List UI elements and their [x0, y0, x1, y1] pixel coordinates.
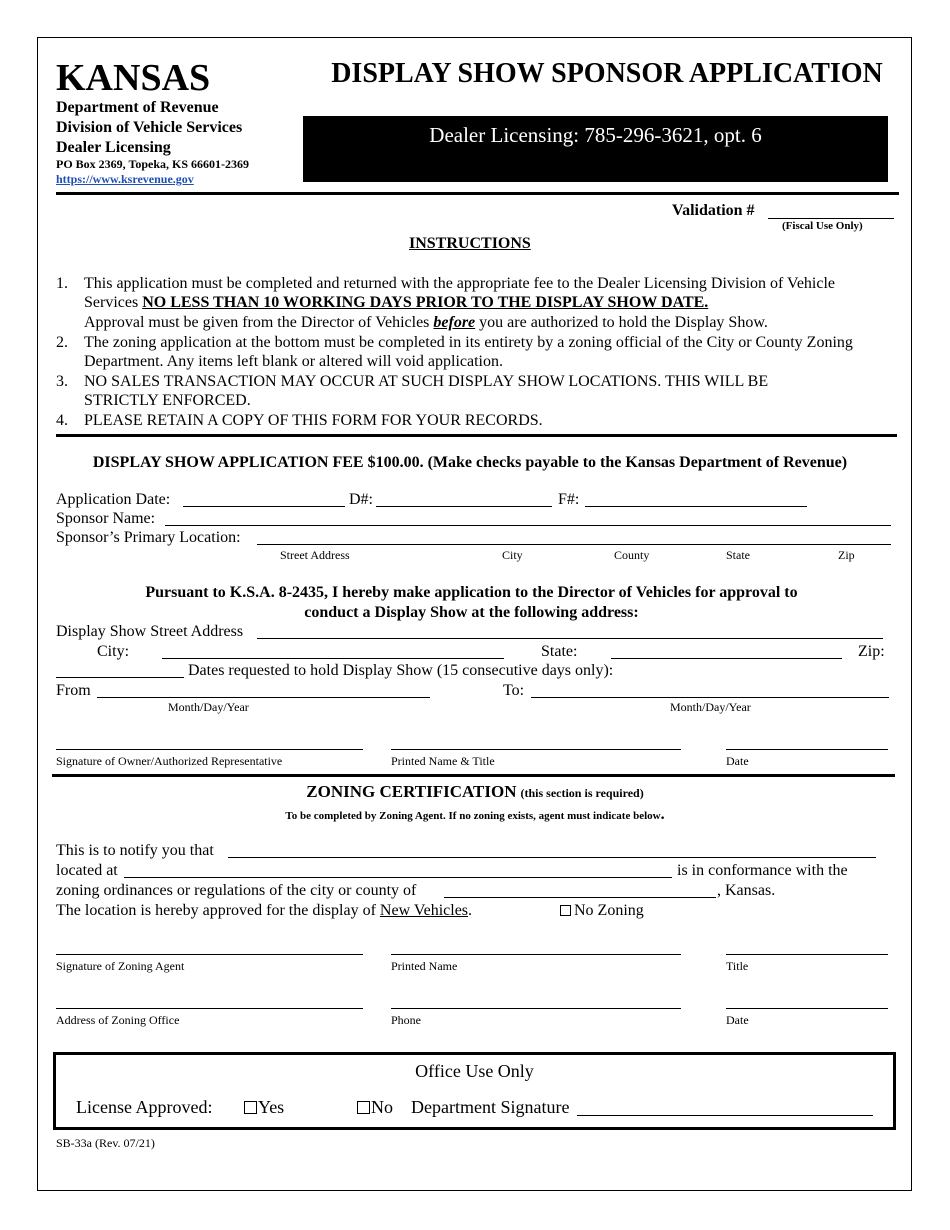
department-signature-field[interactable] — [577, 1115, 873, 1116]
zoning-heading — [50, 782, 900, 802]
show-city-label: City: — [97, 643, 130, 660]
located-field[interactable] — [124, 877, 672, 878]
new-vehicles-text: New Vehicles — [379, 902, 469, 919]
no-checkbox[interactable] — [357, 1101, 370, 1114]
f-number-label: F#: — [558, 491, 580, 508]
instruction-text: The zoning application at the bottom must be completed in its entirety by a zoning official of the City or County Zoning — [84, 334, 853, 351]
zoning-subtitle-end: . — [660, 806, 665, 823]
owner-date-caption: Date — [726, 754, 749, 768]
show-state-label: State: — [541, 643, 578, 660]
street-address-caption: Street Address — [280, 548, 350, 562]
instruction-text: STRICTLY ENFORCED. — [84, 392, 251, 409]
yes-checkbox[interactable] — [244, 1101, 257, 1114]
owner-printed-name-field[interactable] — [391, 749, 681, 750]
department-signature-label: Department Signature — [411, 1097, 570, 1117]
website-link[interactable]: https://www.ksrevenue.gov — [56, 172, 194, 186]
city-caption: City — [502, 548, 523, 562]
zoning-printed-name-caption: Printed Name — [391, 959, 458, 973]
ordinance-field[interactable] — [444, 897, 716, 898]
zoning-subtitle — [50, 806, 900, 824]
located-label: located at — [56, 862, 118, 879]
notify-field[interactable] — [228, 857, 876, 858]
instructions-title: INSTRUCTIONS — [409, 235, 531, 252]
zoning-date-field[interactable] — [726, 1008, 888, 1009]
office-use-title: Office Use Only — [415, 1061, 534, 1081]
notify-label: This is to notify you that — [56, 842, 214, 859]
zoning-phone-field[interactable] — [391, 1008, 681, 1009]
instruction-deadline: NO LESS THAN 10 WORKING DAYS PRIOR TO THE DISPLAY SHOW DATE. — [142, 294, 709, 311]
to-date-caption: Month/Day/Year — [670, 700, 751, 714]
county-caption: County — [614, 548, 650, 562]
yes-label: Yes — [258, 1097, 285, 1117]
fee-notice: DISPLAY SHOW APPLICATION FEE $100.00. (Make checks payable to the Kansas Department of Revenue) — [92, 454, 848, 471]
instruction-number: 2. — [56, 334, 68, 351]
instruction-text-part: Approval must be given from the Director of Vehicles — [84, 314, 434, 331]
department-name: Department of Revenue — [56, 99, 219, 116]
pursuant-line-1: Pursuant to K.S.A. 8-2435, I hereby make application to the Director of Vehicles for approval to — [145, 584, 798, 601]
zoning-title-note: (this section is required) — [520, 786, 644, 800]
sponsor-name-label: Sponsor Name: — [56, 510, 156, 527]
instructions-rule — [56, 434, 897, 437]
show-city-field[interactable] — [162, 658, 504, 659]
owner-signature-field[interactable] — [56, 749, 363, 750]
zoning-printed-name-field[interactable] — [391, 954, 681, 955]
f-number-field[interactable] — [585, 506, 807, 507]
phone-banner — [303, 116, 888, 182]
header-rule — [56, 192, 899, 195]
license-approved-label: License Approved: — [76, 1097, 213, 1117]
show-street-label: Display Show Street Address — [56, 623, 244, 640]
zoning-title-caption: Title — [726, 959, 749, 973]
approved-no-option[interactable] — [357, 1097, 393, 1118]
pursuant-line-2: conduct a Display Show at the following address: — [304, 604, 639, 621]
instruction-number: 4. — [56, 412, 68, 429]
zoning-rule — [52, 774, 895, 777]
kansas-suffix: , Kansas. — [717, 882, 776, 899]
validation-note: (Fiscal Use Only) — [782, 220, 863, 232]
phone-banner-text: Dealer Licensing: 785-296-3621, opt. 6 — [429, 123, 762, 147]
instruction-text: Department. Any items left blank or altered will void application. — [84, 353, 503, 370]
ordinance-label: zoning ordinances or regulations of the city or county of — [56, 882, 417, 899]
owner-signature-caption: Signature of Owner/Authorized Representative — [56, 754, 283, 768]
zoning-agent-signature-caption: Signature of Zoning Agent — [56, 959, 185, 973]
instruction-text — [84, 314, 768, 332]
from-date-field[interactable] — [97, 697, 430, 698]
no-label: No — [371, 1097, 393, 1117]
printed-name-title-caption: Printed Name & Title — [391, 754, 495, 768]
unit-name: Dealer Licensing — [56, 139, 171, 156]
instruction-text-part: you are authorized to hold the Display Show. — [475, 314, 768, 331]
zoning-title: ZONING CERTIFICATION — [306, 782, 517, 801]
instruction-number: 1. — [56, 275, 68, 292]
to-date-field[interactable] — [531, 697, 889, 698]
validation-label: Validation # — [672, 202, 755, 219]
show-state-field[interactable] — [611, 658, 842, 659]
zoning-title-field[interactable] — [726, 954, 888, 955]
instruction-text: NO SALES TRANSACTION MAY OCCUR AT SUCH DISPLAY SHOW LOCATIONS. THIS WILL BE — [84, 373, 769, 390]
application-date-label: Application Date: — [56, 491, 171, 508]
approved-yes-option[interactable] — [244, 1097, 284, 1118]
zoning-office-address-caption: Address of Zoning Office — [56, 1013, 180, 1027]
instruction-emphasis: before — [433, 314, 476, 331]
owner-date-field[interactable] — [726, 749, 888, 750]
instruction-text: PLEASE RETAIN A COPY OF THIS FORM FOR YOUR RECORDS. — [84, 412, 543, 429]
show-street-field[interactable] — [257, 638, 883, 639]
application-date-field[interactable] — [183, 506, 345, 507]
from-label: From — [56, 682, 91, 699]
sponsor-location-field[interactable] — [257, 544, 891, 545]
zoning-subtitle-text: To be completed by Zoning Agent. If no zoning exists, agent must indicate below — [285, 810, 661, 822]
division-name: Division of Vehicle Services — [56, 119, 243, 136]
no-zoning-label: No Zoning — [574, 902, 644, 919]
days-requested-field[interactable] — [56, 677, 184, 678]
dealer-number-field[interactable] — [376, 506, 552, 507]
instruction-number: 3. — [56, 373, 68, 390]
approval-text-part: The location is hereby approved for the display of — [56, 902, 380, 919]
form-number: SB-33a (Rev. 07/21) — [56, 1136, 155, 1150]
no-zoning-checkbox[interactable] — [560, 905, 571, 916]
conformance-text: is in conformance with the — [677, 862, 848, 879]
to-label: To: — [503, 682, 525, 699]
validation-field[interactable] — [768, 218, 894, 219]
approval-text — [56, 902, 472, 920]
sponsor-name-field[interactable] — [165, 525, 891, 526]
mailing-address: PO Box 2369, Topeka, KS 66601-2369 — [56, 157, 250, 171]
instruction-text-part: Services — [84, 294, 143, 311]
state-caption: State — [726, 548, 750, 562]
sponsor-location-label: Sponsor’s Primary Location: — [56, 529, 241, 546]
state-name: KANSAS — [56, 57, 211, 99]
zoning-agent-signature-field[interactable] — [56, 954, 363, 955]
show-zip-label: Zip: — [858, 643, 885, 660]
no-zoning-option[interactable] — [560, 902, 644, 920]
zoning-date-caption: Date — [726, 1013, 749, 1027]
zoning-phone-caption: Phone — [391, 1013, 421, 1027]
from-date-caption: Month/Day/Year — [168, 700, 249, 714]
approval-period: . — [468, 902, 473, 919]
instruction-text — [84, 294, 708, 312]
dealer-number-label: D#: — [349, 491, 373, 508]
zip-caption: Zip — [838, 548, 855, 562]
form-title: DISPLAY SHOW SPONSOR APPLICATION — [331, 58, 883, 89]
zoning-office-address-field[interactable] — [56, 1008, 363, 1009]
instruction-text: This application must be completed and returned with the appropriate fee to the Dealer Licensing Division of Vehicle — [84, 275, 836, 292]
dates-requested-text: Dates requested to hold Display Show (15 consecutive days only): — [188, 662, 614, 679]
